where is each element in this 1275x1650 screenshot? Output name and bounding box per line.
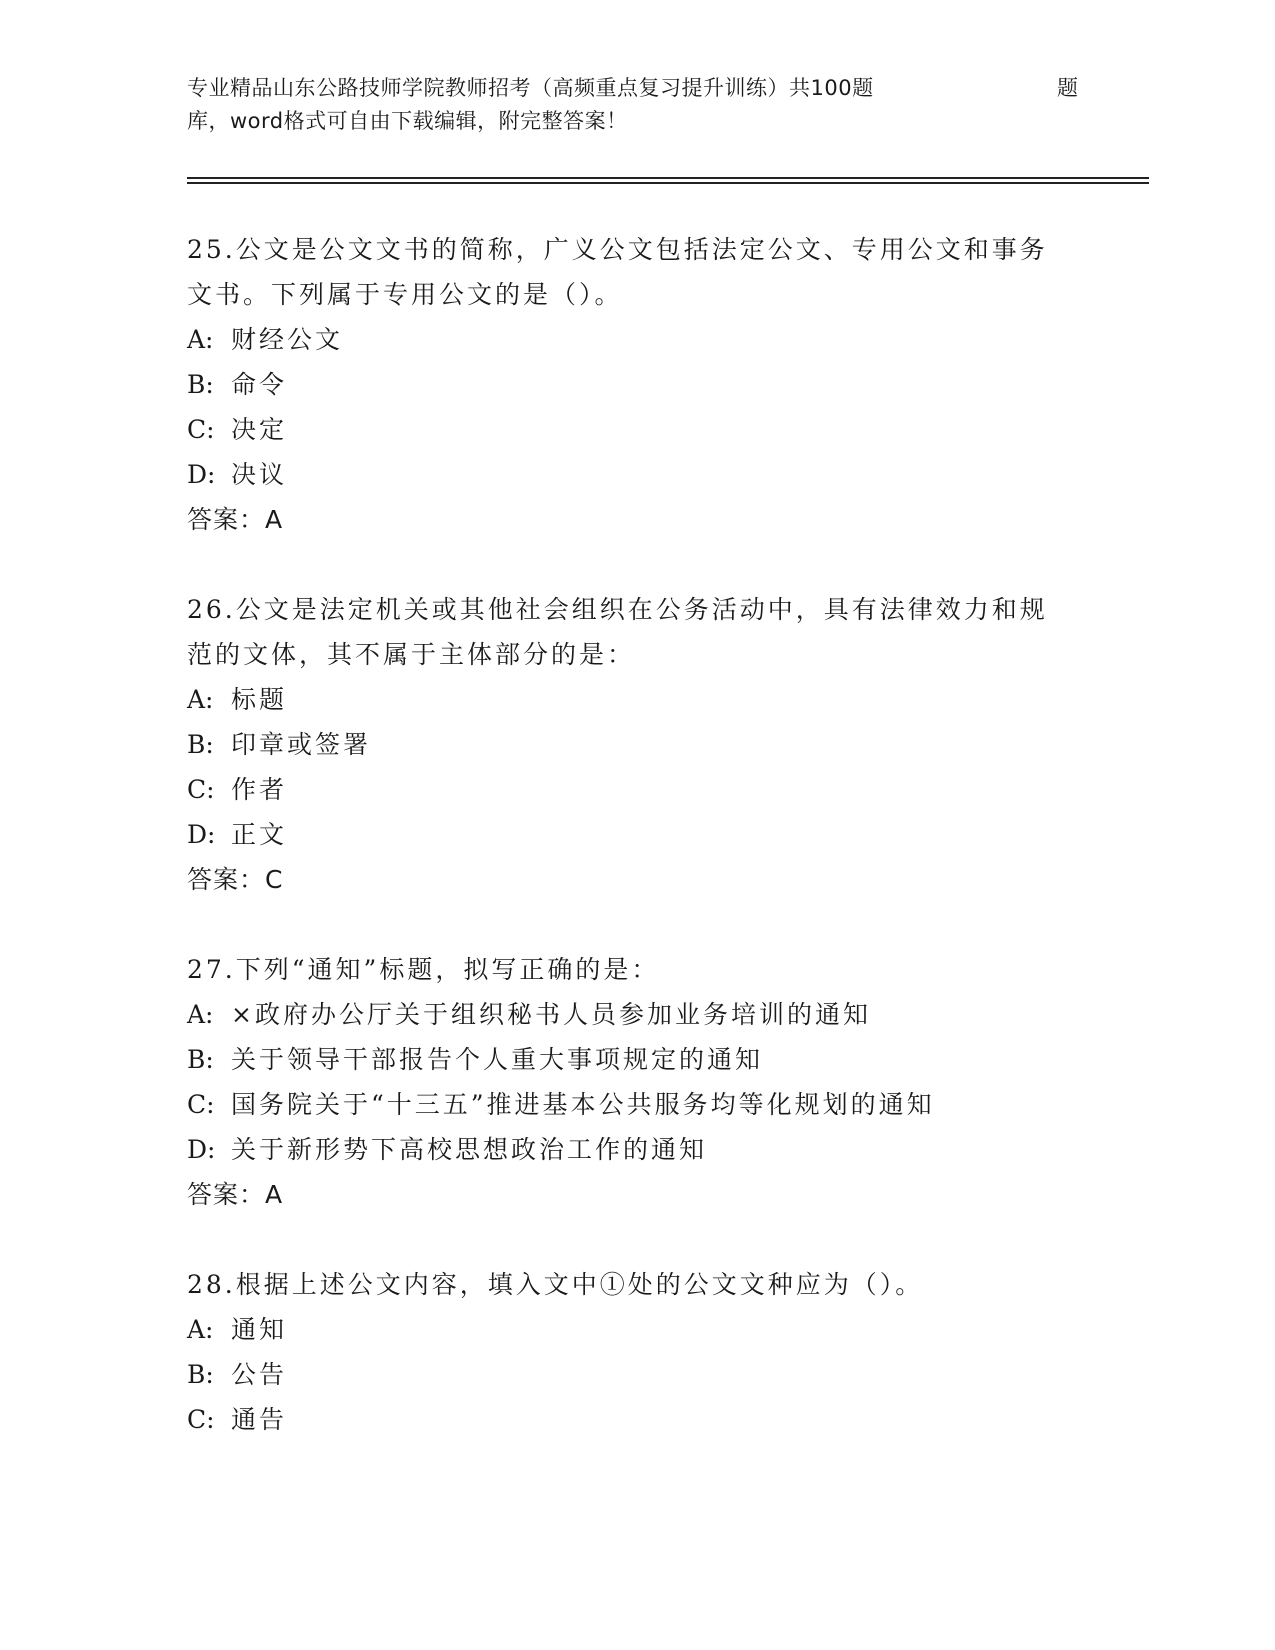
question-text: 25.公文是公文文书的简称，广义公文包括法定公文、专用公文和事务	[187, 235, 1048, 264]
question-26	[187, 587, 1087, 902]
option-letter: C:	[187, 1090, 215, 1119]
option-letter: C:	[187, 415, 215, 444]
header-divider-top	[187, 177, 1149, 179]
option-letter: B:	[187, 1360, 214, 1389]
option-c	[187, 767, 1087, 812]
question-27	[187, 947, 1087, 1217]
option-letter: A:	[187, 685, 214, 714]
option-text: ×政府办公厅关于组织秘书人员参加业务培训的通知	[231, 1000, 871, 1029]
option-letter: C:	[187, 775, 215, 804]
option-b	[187, 722, 1087, 767]
question-text: 26.公文是法定机关或其他社会组织在公务活动中，具有法律效力和规	[187, 595, 1048, 624]
answer: 答案：A	[187, 1180, 284, 1209]
option-c	[187, 1397, 1087, 1442]
option-d	[187, 1127, 1087, 1172]
option-letter: D:	[187, 460, 216, 489]
header-line-2: 库，word格式可自由下载编辑，附完整答案！	[187, 109, 628, 133]
option-b	[187, 1352, 1087, 1397]
option-a	[187, 1307, 1087, 1352]
option-text: 命令	[231, 370, 288, 399]
question-text: 27.下列“通知”标题，拟写正确的是：	[187, 955, 660, 984]
option-letter: A:	[187, 325, 214, 354]
option-text: 关于领导干部报告个人重大事项规定的通知	[231, 1045, 764, 1074]
option-letter: D:	[187, 820, 216, 849]
option-d	[187, 452, 1087, 497]
header-line-1	[187, 72, 1087, 105]
option-c	[187, 407, 1087, 452]
option-text: 决议	[231, 460, 288, 489]
question-28	[187, 1262, 1087, 1442]
header-title-tail: 题	[1057, 76, 1079, 100]
option-letter: A:	[187, 1000, 214, 1029]
option-letter: B:	[187, 730, 214, 759]
option-text: 通知	[231, 1315, 288, 1344]
option-c	[187, 1082, 1087, 1127]
option-text: 正文	[231, 820, 288, 849]
question-text: 范的文体，其不属于主体部分的是：	[187, 640, 636, 669]
option-text: 公告	[231, 1360, 288, 1389]
option-a	[187, 992, 1087, 1037]
option-letter: D:	[187, 1135, 216, 1164]
page-header	[187, 72, 1087, 138]
option-text: 通告	[231, 1405, 288, 1434]
option-text: 国务院关于“十三五”推进基本公共服务均等化规划的通知	[231, 1090, 935, 1119]
answer: 答案：A	[187, 505, 284, 534]
option-letter: C:	[187, 1405, 215, 1434]
option-letter: A:	[187, 1315, 214, 1344]
option-b	[187, 1037, 1087, 1082]
option-a	[187, 677, 1087, 722]
question-text: 文书。下列属于专用公文的是（）。	[187, 280, 623, 309]
answer: 答案：C	[187, 865, 284, 894]
option-text: 印章或签署	[231, 730, 372, 759]
option-text: 决定	[231, 415, 288, 444]
option-letter: B:	[187, 1045, 214, 1074]
option-text: 标题	[231, 685, 288, 714]
option-letter: B:	[187, 370, 214, 399]
option-text: 财经公文	[231, 325, 344, 354]
question-text: 28.根据上述公文内容，填入文中①处的公文文种应为（）。	[187, 1270, 924, 1299]
option-a	[187, 317, 1087, 362]
option-d	[187, 812, 1087, 857]
question-25	[187, 227, 1087, 542]
option-text: 作者	[231, 775, 288, 804]
option-text: 关于新形势下高校思想政治工作的通知	[231, 1135, 708, 1164]
header-title: 专业精品山东公路技师学院教师招考（高频重点复习提升训练）共100题	[187, 76, 874, 100]
header-divider-bottom	[187, 182, 1149, 184]
option-b	[187, 362, 1087, 407]
